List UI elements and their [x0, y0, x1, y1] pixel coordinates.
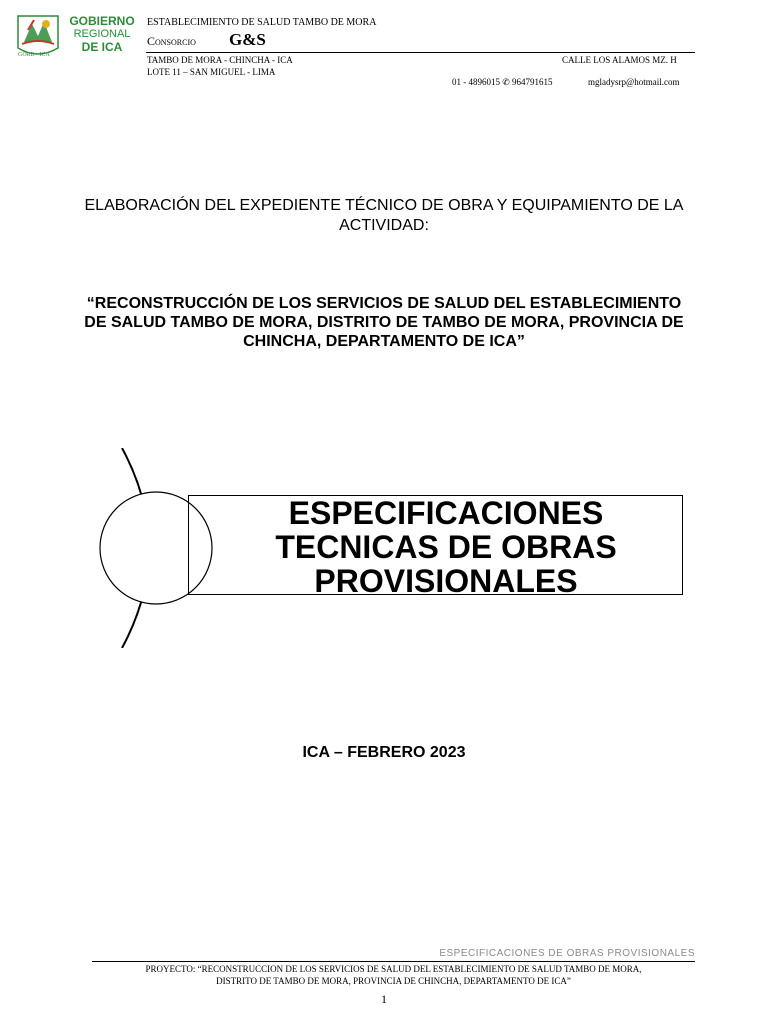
- footer-section-label: ESPECIFICACIONES DE OBRAS PROVISIONALES: [439, 948, 695, 959]
- footer-project: [92, 963, 695, 987]
- footer-project-line-1: PROYECTO: “RECONSTRUCCION DE LOS SERVICIOS DE SALUD DEL ESTABLECIMIENTO DE SALUD TAMBO DE MORA,: [145, 964, 642, 974]
- project-title: “RECONSTRUCCIÓN DE LOS SERVICIOS DE SALUD DEL ESTABLECIMIENTO DE SALUD TAMBO DE MORA, DISTRITO DE TAMBO DE MORA, PROVINCIA DE CHINCHA, DEPARTAMENTO DE ICA”: [84, 295, 684, 350]
- spec-title: ESPECIFICACIONES TECNICAS DE OBRAS PROVISIONALES: [275, 495, 617, 599]
- header-establishment: ESTABLECIMIENTO DE SALUD TAMBO DE MORA: [147, 17, 377, 28]
- header-divider: [146, 52, 695, 53]
- header-consortium-prefix: Consorcio: [147, 34, 196, 48]
- page-number: 1: [381, 992, 387, 1006]
- emblem-label: GORE - ICA: [18, 52, 50, 58]
- header-address-right: CALLE LOS ALAMOS MZ. H: [562, 55, 677, 65]
- header-phone: 01 - 4896015 ✆ 964791615: [452, 77, 553, 87]
- footer-project-line-2: DISTRITO DE TAMBO DE MORA, PROVINCIA DE CHINCHA, DEPARTAMENTO DE ICA”: [216, 976, 571, 986]
- header-address-left: TAMBO DE MORA - CHINCHA - ICA: [147, 55, 293, 65]
- footer-divider: [92, 961, 695, 962]
- logo-line-3: DE ICA: [81, 40, 123, 54]
- header-consortium-name: G&S: [229, 30, 266, 49]
- header-email: mgladysrp@hotmail.com: [588, 77, 680, 87]
- header-lote: LOTE 11 – SAN MIGUEL - LIMA: [147, 67, 276, 77]
- logo-wordmark: [66, 15, 138, 54]
- document-date: ICA – FEBRERO 2023: [302, 744, 466, 761]
- logo-line-2: REGIONAL: [73, 28, 131, 40]
- gore-ica-logo: [12, 12, 138, 62]
- elaboration-heading: ELABORACIÓN DEL EXPEDIENTE TÉCNICO DE OBRA Y EQUIPAMIENTO DE LA ACTIVIDAD:: [84, 197, 684, 234]
- logo-line-1: GOBIERNO: [69, 14, 135, 28]
